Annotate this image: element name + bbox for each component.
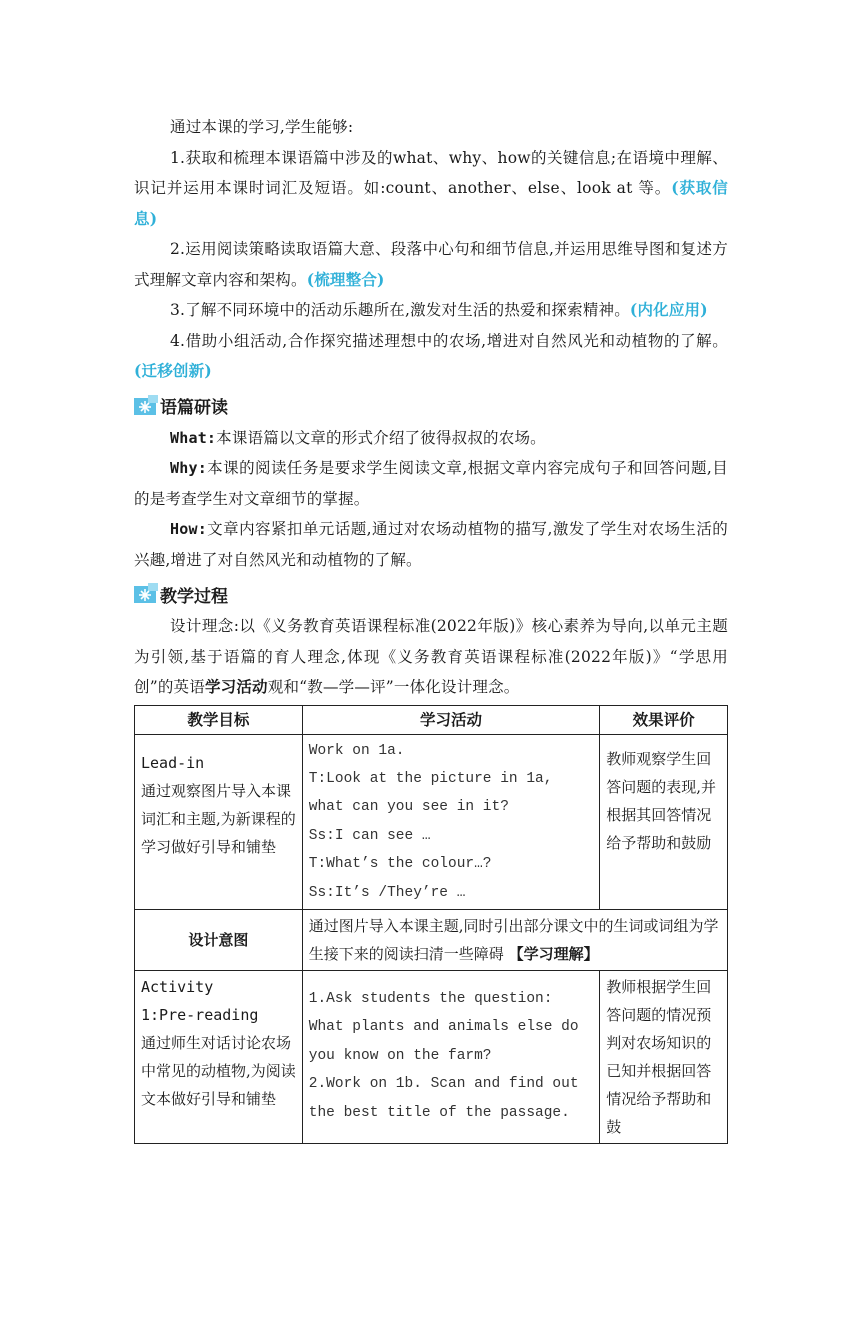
leadin-goal-cell bbox=[135, 734, 303, 909]
activity1-goal: 通过师生对话讨论农场中常见的动植物,为阅读文本做好引导和铺垫 bbox=[141, 1033, 296, 1108]
objective-1-tag: (获取信息) bbox=[134, 178, 728, 228]
leadin-goal: 通过观察图片导入本课词汇和主题,为新课程的学习做好引导和铺垫 bbox=[141, 781, 296, 856]
activity1-activity-cell bbox=[302, 970, 599, 1143]
design-concept: 设计理念:以《义务教育英语课程标准(2022年版)》核心素养为导向,以单元主题为引领,基于语篇的育人理念,体现《义务教育英语课程标准(2022年版)》“学思用创”的英语学习活动观和“教—学—评”一体化设计理念。 bbox=[134, 617, 728, 696]
activity-line: T:Look at the picture in 1a, what can you see in it? bbox=[308, 770, 553, 816]
section-title: 语篇研读 bbox=[160, 398, 228, 418]
design-intent-tag: 【学习理解】 bbox=[508, 944, 599, 963]
reading-what: What:本课语篇以文章的形式介绍了彼得叔叔的农场。 bbox=[170, 428, 546, 447]
activity1-subtitle: 1:Pre-reading bbox=[141, 1005, 259, 1024]
leadin-title: Lead-in bbox=[141, 753, 205, 772]
leadin-evaluation: 教师观察学生回答问题的表现,并根据其回答情况给予帮助和鼓励 bbox=[600, 734, 728, 909]
objective-3-tag: (内化应用) bbox=[629, 300, 708, 319]
leadin-activity-cell bbox=[302, 734, 599, 909]
objective-4-tag: (迁移创新) bbox=[134, 361, 212, 380]
design-intent-text: 通过图片导入本课主题,同时引出部分课文中的生词或词组为学生接下来的阅读扫清一些障碍 【学习理解】 bbox=[302, 909, 727, 970]
activity1-evaluation: 教师根据学生回答问题的情况预判对农场知识的已知并根据回答情况给予帮助和鼓 bbox=[600, 970, 728, 1143]
objective-2: 2.运用阅读策略读取语篇大意、段落中心句和细节信息,并运用思维导图和复述方式理解文章内容和架构。(梳理整合) bbox=[134, 240, 728, 289]
section-title: 教学过程 bbox=[160, 586, 228, 607]
header-goal: 教学目标 bbox=[135, 705, 303, 734]
section-heading-reading bbox=[134, 389, 728, 423]
reading-why: Why:本课的阅读任务是要求学生阅读文章,根据文章内容完成句子和回答问题,目的是考查学生对文章细节的掌握。 bbox=[134, 459, 728, 508]
objectives-intro: 通过本课的学习,学生能够: bbox=[170, 118, 354, 136]
table-header-row bbox=[135, 705, 728, 734]
reading-how: How:文章内容紧扣单元话题,通过对农场动植物的描写,激发了学生对农场生活的兴趣,增进了对自然风光和动植物的了解。 bbox=[134, 520, 728, 569]
objective-3: 3.了解不同环境中的活动乐趣所在,激发对生活的热爱和探索精神。(内化应用) bbox=[170, 300, 708, 319]
snowflake-icon bbox=[134, 395, 158, 417]
document-page bbox=[134, 112, 728, 1144]
activity1-title: Activity bbox=[141, 977, 214, 996]
activity-line: Ss:It’s /They’re … bbox=[308, 884, 466, 901]
snowflake-icon bbox=[134, 583, 158, 605]
header-activity: 学习活动 bbox=[302, 705, 599, 734]
header-evaluation: 效果评价 bbox=[600, 705, 728, 734]
objective-4: 4.借助小组活动,合作探究描述理想中的农场,增进对自然风光和动植物的了解。(迁移创新) bbox=[134, 331, 728, 380]
table-row bbox=[135, 970, 728, 1143]
activity-line: 2.Work on 1b. Scan and find out the best title of the passage. bbox=[308, 1076, 579, 1121]
objective-1: 1.获取和梳理本课语篇中涉及的what、why、how的关键信息;在语境中理解、识记并运用本课时词汇及短语。如:count、another、else、look at 等。(获取信息) bbox=[134, 148, 728, 228]
teaching-process-table bbox=[134, 705, 728, 1144]
section-heading-process bbox=[134, 577, 728, 611]
activity-line: 1.Ask students the question: What plants and animals else do you know on the farm? bbox=[308, 990, 579, 1064]
activity-line: T:What’s the colour…? bbox=[308, 856, 492, 873]
activity-line: Ss:I can see … bbox=[308, 827, 431, 844]
activity1-goal-cell bbox=[135, 970, 303, 1143]
activity-line: Work on 1a. bbox=[308, 742, 405, 759]
table-row bbox=[135, 909, 728, 970]
design-intent-label: 设计意图 bbox=[135, 909, 303, 970]
objective-2-tag: (梳理整合) bbox=[306, 269, 385, 289]
table-row bbox=[135, 734, 728, 909]
